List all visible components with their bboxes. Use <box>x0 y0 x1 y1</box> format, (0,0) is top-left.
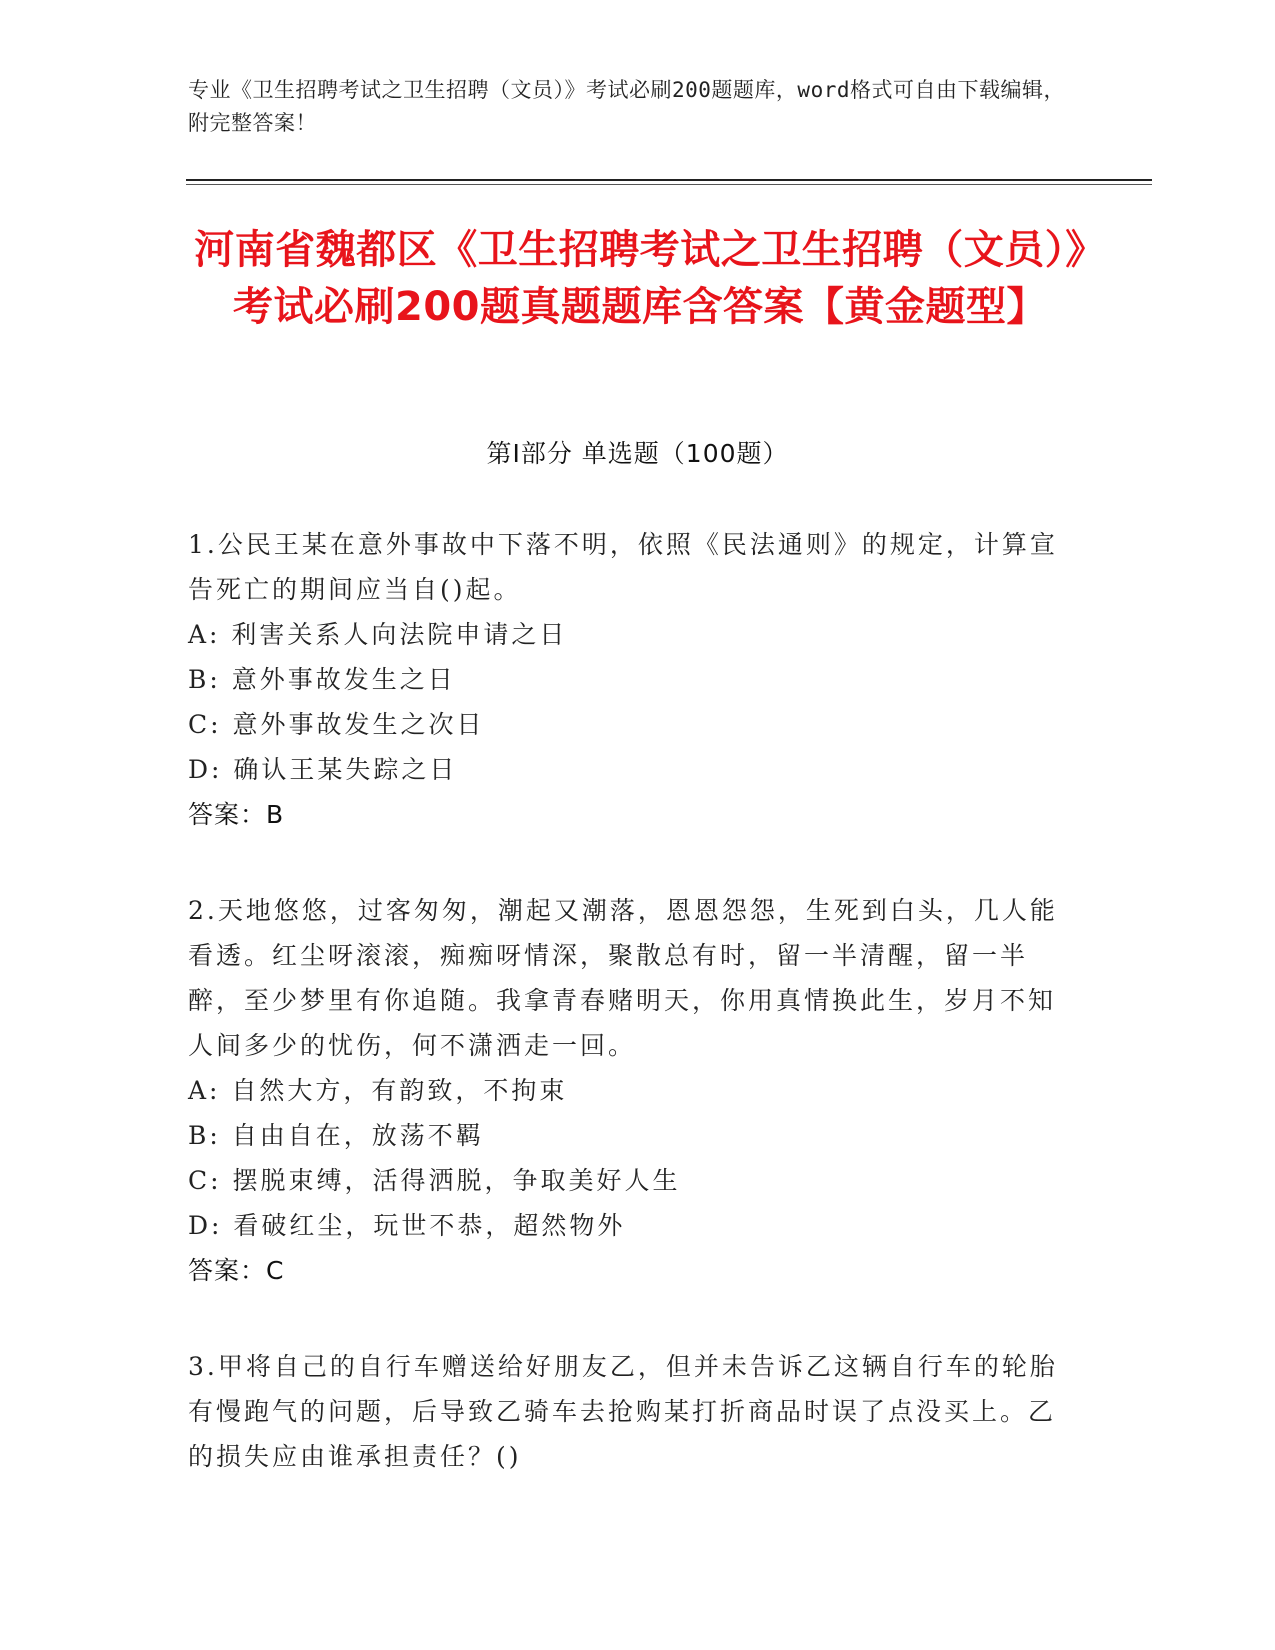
option-b: B: 自由自在，放荡不羁 <box>188 1121 484 1150</box>
document-title: 河南省魏都区《卫生招聘考试之卫生招聘（文员）》考试必刷200题真题题库含答案【黄金题型】 <box>194 227 1086 330</box>
option-d: D: 看破红尘，玩世不恭，超然物外 <box>188 1211 626 1240</box>
option-c: C: 摆脱束缚，活得洒脱，争取美好人生 <box>188 1166 681 1195</box>
question-stem: 1.公民王某在意外事故中下落不明，依照《民法通则》的规定，计算宣告死亡的期间应当自()起。 <box>188 530 1058 604</box>
question-2 <box>188 888 1068 1293</box>
question-3 <box>188 1344 1068 1479</box>
header-divider-thin <box>186 184 1152 185</box>
option-b: B: 意外事故发生之日 <box>188 665 456 694</box>
header-note: 专业《卫生招聘考试之卫生招聘（文员）》考试必刷200题题库，word格式可自由下载编辑，附完整答案！ <box>188 78 1065 135</box>
option-a: A: 自然大方，有韵致，不拘束 <box>188 1076 568 1105</box>
question-stem: 2.天地悠悠，过客匆匆，潮起又潮落，恩恩怨怨，生死到白头，几人能看透。红尘呀滚滚，痴痴呀情深，聚散总有时，留一半清醒，留一半醉，至少梦里有你追随。我拿青春赌明天，你用真情换此生，岁月不知人间多少的忧伤，何不潇洒走一回。 <box>188 896 1058 1060</box>
option-d: D: 确认王某失踪之日 <box>188 755 458 784</box>
answer: 答案：C <box>188 1256 285 1285</box>
option-a: A: 利害关系人向法院申请之日 <box>188 620 568 649</box>
question-1 <box>188 522 1068 837</box>
option-c: C: 意外事故发生之次日 <box>188 710 485 739</box>
header-divider-thick <box>186 179 1152 181</box>
section-title: 第Ⅰ部分 单选题（100题） <box>486 439 789 468</box>
answer: 答案：B <box>188 800 285 829</box>
question-stem: 3.甲将自己的自行车赠送给好朋友乙，但并未告诉乙这辆自行车的轮胎有慢跑气的问题，后导致乙骑车去抢购某打折商品时误了点没买上。乙的损失应由谁承担责任？() <box>188 1352 1058 1471</box>
